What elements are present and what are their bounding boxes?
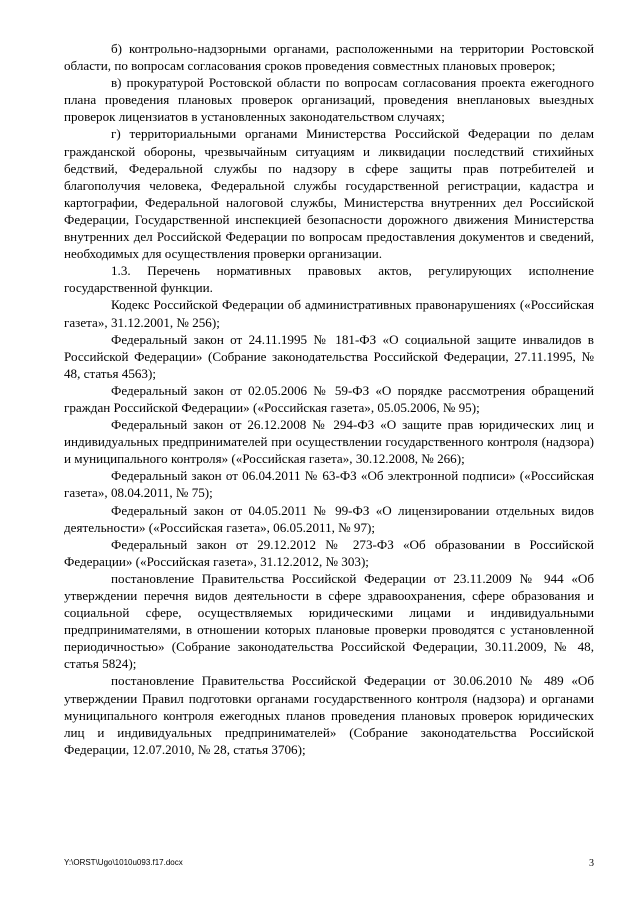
legal-act-273-fz: Федеральный закон от 29.12.2012 № 273-ФЗ «Об образовании в Российской Федерации» («Российская газета», 31.12.2012, № 303); xyxy=(64,536,594,569)
legal-act-resolution-489: постановление Правительства Российской Федерации от 30.06.2010 № 489 «Об утверждении Правил подготовки органами государственного контроля (надзора) и органами муниципального контроля ежегодных планов проведения плановых проверок юридических лиц и индивидуальных предпринимателей» (Собрание законодательства Российской Федерации, 12.07.2010, № 28, статья 3706); xyxy=(64,673,594,757)
section-heading-1-3: 1.3. Перечень нормативных правовых актов, регулирующих исполнение государственной функции. xyxy=(64,263,594,296)
legal-act-koap: Кодекс Российской Федерации об административных правонарушениях («Российская газета», 31.12.2001, № 256); xyxy=(64,297,594,330)
paragraph-item-g: г) территориальными органами Министерства Российской Федерации по делам гражданской обороны, чрезвычайным ситуациям и ликвидации последствий стихийных бедствий, Федеральной службы по надзору в сфере защиты прав потребителей и благополучия человека, Федеральной службы государственной регистрации, кадастра и картографии, Федеральной налоговой службы, Министерства внутренних дел Российской Федерации, Государственной инспекцией безопасности дорожного движения Министерства внутренних дел Российской Федерации по вопросам предоставления документов и сведений, необходимых для осуществления проверки организации. xyxy=(64,126,594,262)
legal-act-resolution-944: постановление Правительства Российской Федерации от 23.11.2009 № 944 «Об утверждении перечня видов деятельности в сфере здравоохранения, сфере образования и социальной сфере, осуществляемых юридическими лицами и индивидуальными предпринимателями, в отношении которых плановые проверки проводятся с установленной периодичностью» (Собрание законодательства Российской Федерации, 30.11.2009, № 48, статья 5824); xyxy=(64,570,594,672)
legal-act-99-fz: Федеральный закон от 04.05.2011 № 99-ФЗ «О лицензировании отдельных видов деятельности» («Российская газета», 06.05.2011, № 97); xyxy=(64,502,594,535)
file-path-label: Y:\ORST\Ugo\1010u093.f17.docx xyxy=(64,858,183,867)
legal-act-181-fz: Федеральный закон от 24.11.1995 № 181-ФЗ «О социальной защите инвалидов в Российской Федерации» (Собрание законодательства Российской Федерации, 27.11.1995, № 48, статья 4563); xyxy=(64,331,594,381)
page-number: 3 xyxy=(589,858,594,869)
legal-act-294-fz: Федеральный закон от 26.12.2008 № 294-ФЗ «О защите прав юридических лиц и индивидуальных предпринимателей при осуществлении государственного контроля (надзора) и муниципального контроля» («Российская газета», 30.12.2008, № 266); xyxy=(64,417,594,467)
document-body xyxy=(64,40,594,758)
legal-act-59-fz: Федеральный закон от 02.05.2006 № 59-ФЗ «О порядке рассмотрения обращений граждан Российской Федерации» («Российская газета», 05.05.2006, № 95); xyxy=(64,382,594,415)
paragraph-item-v: в) прокуратурой Ростовской области по вопросам согласования проекта ежегодного плана проведения плановых проверок организаций, проведения внеплановых выездных проверок лицензиатов в установленных законодательством случаях; xyxy=(64,75,594,125)
paragraph-item-b: б) контрольно-надзорными органами, расположенными на территории Ростовской области, по вопросам согласования сроков проведения совместных плановых проверок; xyxy=(64,41,594,74)
legal-act-63-fz: Федеральный закон от 06.04.2011 № 63-ФЗ «Об электронной подписи» («Российская газета», 08.04.2011, № 75); xyxy=(64,468,594,501)
page-footer xyxy=(64,858,594,872)
